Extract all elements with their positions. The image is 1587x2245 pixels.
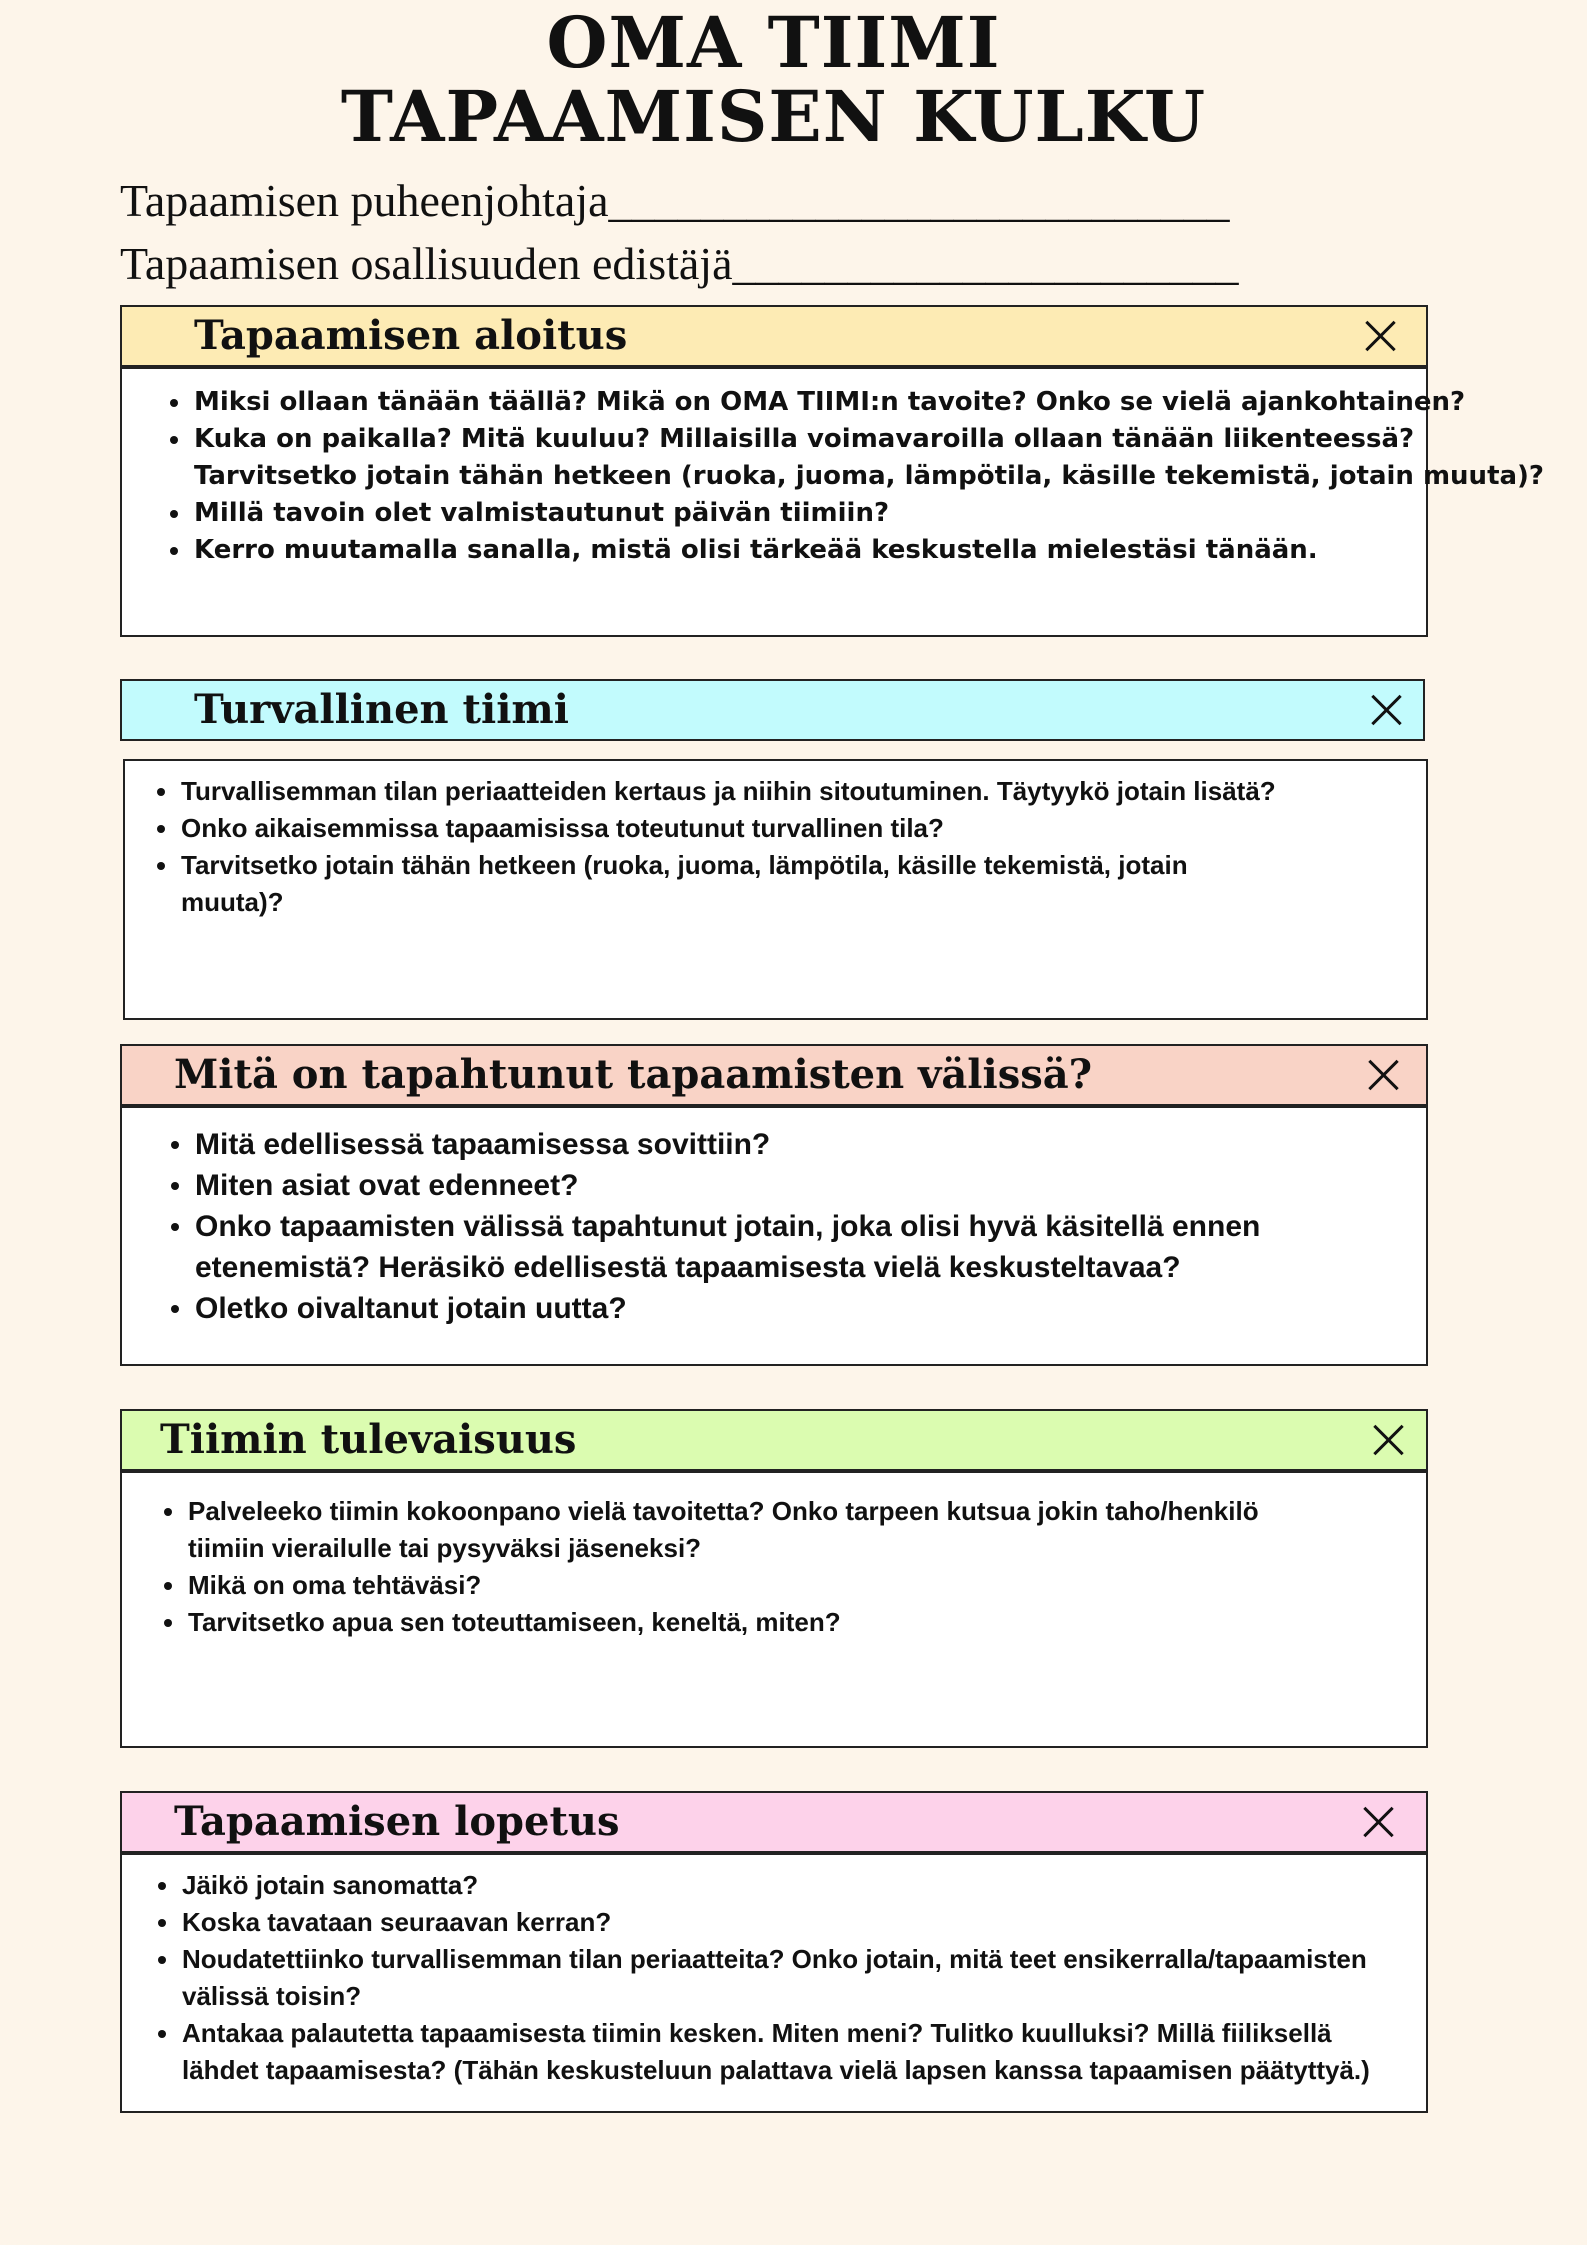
list-item-continuation: muuta)? xyxy=(181,887,284,917)
list-item-continuation: välissä toisin? xyxy=(182,1981,362,2011)
section-title: Turvallinen tiimi xyxy=(194,686,569,733)
list-item: Mitä edellisessä tapaamisessa sovittiin? xyxy=(122,1124,1426,1165)
section-body-valissa xyxy=(120,1106,1428,1366)
list-item: Palveleeko tiimin kokoonpano vielä tavoitetta? Onko tarpeen kutsua jokin taho/henkilö xyxy=(122,1493,1426,1530)
section-title: Tapaamisen aloitus xyxy=(194,312,628,359)
list-item: Koska tavataan seuraavan kerran? xyxy=(122,1904,1426,1941)
list-item: Jäikö jotain sanomatta? xyxy=(122,1867,1426,1904)
page-title-line1: OMA TIIMI xyxy=(546,1,1001,84)
close-icon[interactable] xyxy=(1372,1424,1404,1456)
chair-field: Tapaamisen puheenjohtaja___________________________ xyxy=(120,175,1230,226)
close-icon[interactable] xyxy=(1362,1806,1394,1838)
list-item: Millä tavoin olet valmistautunut päivän tiimiin? xyxy=(122,495,1426,532)
section-header-valissa xyxy=(120,1044,1428,1106)
list-item: Oletko oivaltanut jotain uutta? xyxy=(122,1288,1426,1329)
section-title: Tapaamisen lopetus xyxy=(174,1798,620,1845)
list-item: Kuka on paikalla? Mitä kuuluu? Millaisilla voimavaroilla ollaan tänään liikenteessä? xyxy=(122,421,1426,458)
list-item: Mikä on oma tehtäväsi? xyxy=(122,1567,1426,1604)
section-header-tulevaisuus xyxy=(120,1409,1428,1471)
list-item: Miten asiat ovat edenneet? xyxy=(122,1165,1426,1206)
section-body-turvallinen xyxy=(123,759,1428,1020)
close-icon[interactable] xyxy=(1364,320,1396,352)
list-item-continuation: lähdet tapaamisesta? (Tähän keskusteluun palattava vielä lapsen kanssa tapaamisen päätyttyä.) xyxy=(182,2055,1370,2085)
list-item-continuation: tiimiin vierailulle tai pysyväksi jäseneksi? xyxy=(188,1533,702,1563)
list-item: Antakaa palautetta tapaamisesta tiimin kesken. Miten meni? Tulitko kuulluksi? Millä fiiliksellä xyxy=(122,2015,1426,2052)
section-body-lopetus xyxy=(120,1853,1428,2113)
section-body-aloitus xyxy=(120,367,1545,637)
list-item-continuation: etenemistä? Heräsikö edellisestä tapaamisesta vielä keskusteltavaa? xyxy=(195,1251,1181,1284)
section-header-lopetus xyxy=(120,1791,1428,1853)
participation-field: Tapaamisen osallisuuden edistäjä______________________ xyxy=(120,238,1239,289)
section-body-tulevaisuus xyxy=(120,1471,1428,1748)
list-item: Tarvitsetko jotain tähän hetkeen (ruoka, juoma, lämpötila, käsille tekemistä, jotain xyxy=(125,847,1426,884)
section-title: Tiimin tulevaisuus xyxy=(160,1416,577,1463)
list-item-continuation: Tarvitsetko jotain tähän hetkeen (ruoka, juoma, lämpötila, käsille tekemistä, jotain muuta)? xyxy=(194,461,1545,491)
list-item: Kerro muutamalla sanalla, mistä olisi tärkeää keskustella mielestäsi tänään. xyxy=(122,532,1426,569)
list-item: Turvallisemman tilan periaatteiden kertaus ja niihin sitoutuminen. Täytyykö jotain lisätä? xyxy=(125,773,1426,810)
page-title-line2: TAPAAMISEN KULKU xyxy=(340,75,1207,158)
list-item: Noudatettiinko turvallisemman tilan periaatteita? Onko jotain, mitä teet ensikerralla/tapaamisten xyxy=(122,1941,1426,1978)
section-header-turvallinen xyxy=(120,679,1425,741)
section-header-aloitus xyxy=(120,305,1428,367)
close-icon[interactable] xyxy=(1367,1059,1399,1091)
section-title: Mitä on tapahtunut tapaamisten välissä? xyxy=(174,1051,1093,1098)
list-item: Onko tapaamisten välissä tapahtunut jotain, joka olisi hyvä käsitellä ennen xyxy=(122,1206,1426,1247)
list-item: Onko aikaisemmissa tapaamisissa toteutunut turvallinen tila? xyxy=(125,810,1426,847)
list-item: Miksi ollaan tänään täällä? Mikä on OMA TIIMI:n tavoite? Onko se vielä ajankohtainen? xyxy=(122,384,1426,421)
list-item: Tarvitsetko apua sen toteuttamiseen, keneltä, miten? xyxy=(122,1604,1426,1641)
close-icon[interactable] xyxy=(1370,694,1402,726)
